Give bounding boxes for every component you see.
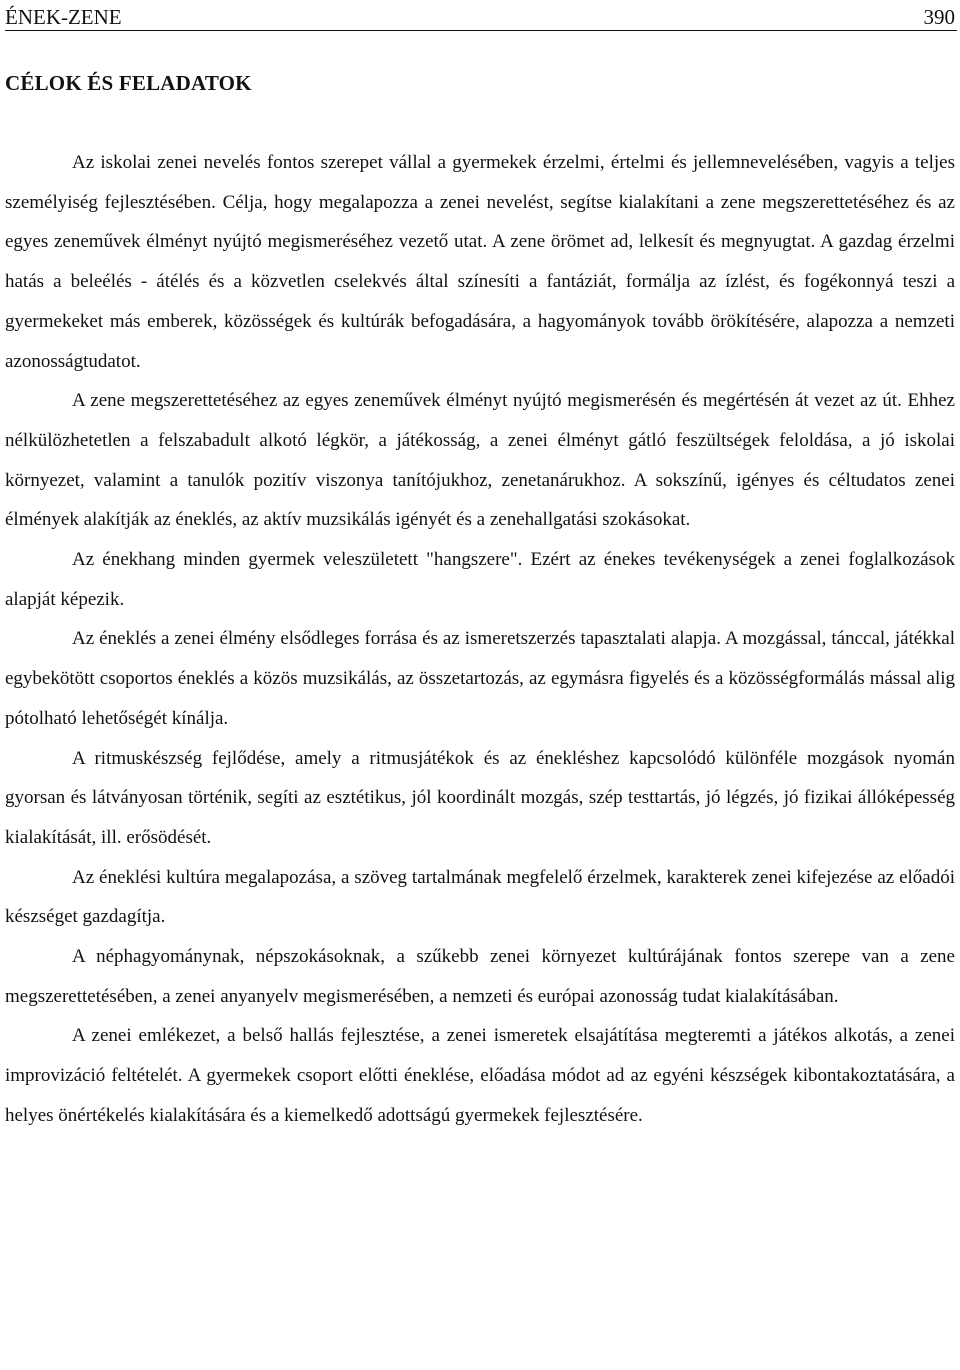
paragraph: Az éneklési kultúra megalapozása, a szöveg tartalmának megfelelő érzelmek, karakterek zenei kifejezése az előadói készséget gazdagítja.	[5, 866, 955, 928]
paragraph: A néphagyománynak, népszokásoknak, a szűkebb zenei környezet kultúrájának fontos szerepe van a zene megszerettetésében, a zenei anyanyelv megismerésében, a nemzeti és európai azonosság tudat kialakításában.	[5, 946, 955, 1007]
header-title: ÉNEK-ZENE	[5, 5, 122, 29]
paragraph: Az énekhang minden gyermek veleszületett "hangszere". Ezért az énekes tevékenységek a zenei foglalkozások alapját képezik.	[5, 549, 955, 610]
body-text	[5, 143, 955, 1136]
running-header	[5, 4, 957, 31]
paragraph: A ritmuskészség fejlődése, amely a ritmusjátékok és az énekléshez kapcsolódó különféle mozgások nyomán gyorsan és látványosan történik, segíti az esztétikus, jól koordinált mozgás, szép testtartás, jó légzés, jó fizikai állóképesség kialakítását, ill. erősödését.	[5, 747, 955, 848]
paragraph: Az iskolai zenei nevelés fontos szerepet vállal a gyermekek érzelmi, értelmi és jellemnevelésében, vagyis a teljes személyiség fejlesztésében. Célja, hogy megalapozza a zenei nevelést, segítse kialakítani a zene megszerettetéséhez és az egyes zeneművek élményt nyújtó megismeréséhez vezető utat. A zene örömet ad, lelkesít és megnyugtat. A gazdag érzelmi hatás a beleélés - átélés és a közvetlen cselekvés által színesíti a fantáziát, formálja az ízlést, és fogékonnyá teszi a gyermekeket más emberek, közösségek és kultúrák befogadására, a hagyományok tovább örökítésére, alapozza a nemzeti azonosságtudatot.	[5, 152, 955, 372]
paragraph: A zene megszerettetéséhez az egyes zeneművek élményt nyújtó megismerésén és megértésén át vezet az út. Ehhez nélkülözhetetlen a felszabadult alkotó légkör, a játékosság, a zenei élményt gátló feszültségek feloldása, a jó iskolai környezet, valamint a tanulók pozitív viszonya tanítójukhoz, zenetanárukhoz. A sokszínű, igényes és céltudatos zenei élmények alakítják az éneklés, az aktív muzsikálás igényét és a zenehallgatási szokásokat.	[5, 390, 955, 531]
section-title: CÉLOK ÉS FELADATOK	[5, 71, 252, 95]
paragraph: Az éneklés a zenei élmény elsődleges forrása és az ismeretszerzés tapasztalati alapja. A mozgással, tánccal, játékkal egybekötött csoportos éneklés a közös muzsikálás, az összetartozás, az egymásra figyelés és a közösségformálás mással alig pótolható lehetőségét kínálja.	[5, 628, 955, 729]
page-number: 390	[923, 5, 955, 29]
paragraph: A zenei emlékezet, a belső hallás fejlesztése, a zenei ismeretek elsajátítása megteremti a játékos alkotás, a zenei improvizáció feltételét. A gyermekek csoport előtti éneklése, előadása módot ad az egyéni készségek kibontakoztatására, a helyes önértékelés kialakítására és a kiemelkedő adottságú gyermekek fejlesztésére.	[5, 1025, 955, 1126]
